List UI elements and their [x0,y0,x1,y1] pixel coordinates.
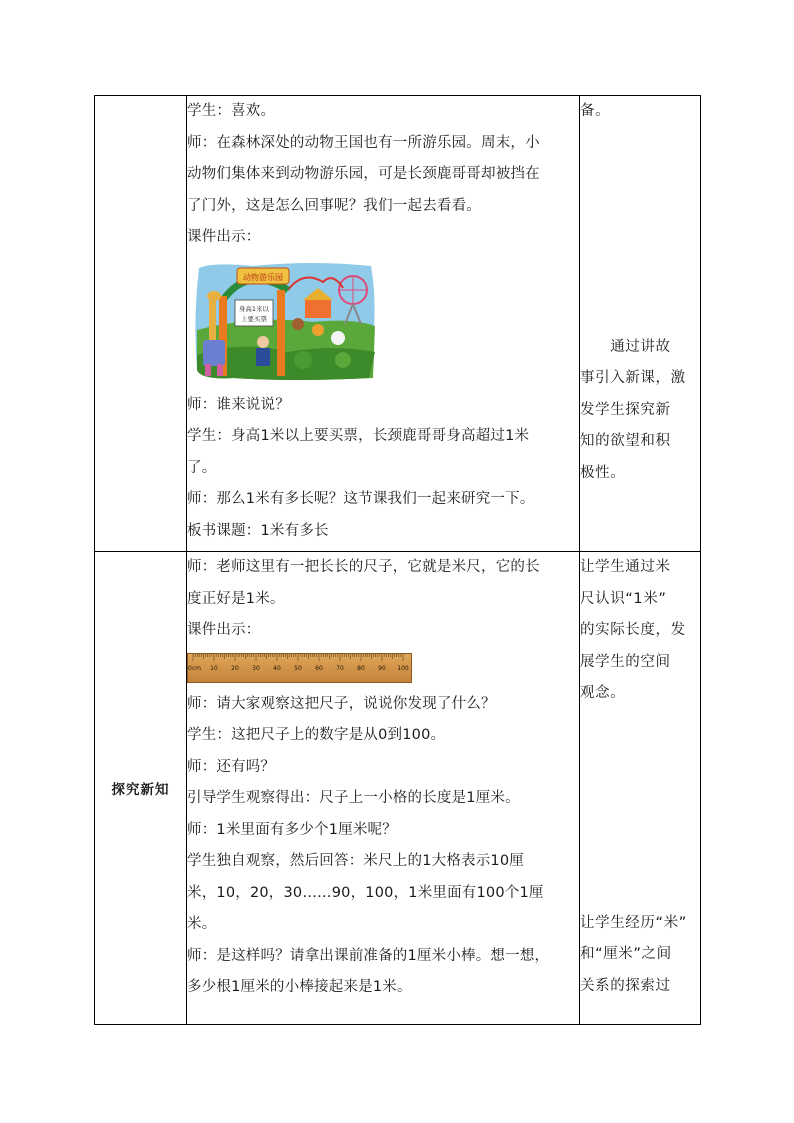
note-line: 关系的探索过 [580,977,671,994]
text-line: 学生独自观察，然后回答：米尺上的1大格表示10厘 [187,853,524,869]
ruler-tick-label: 60 [315,664,323,672]
note-line: 让学生通过米 [580,559,671,575]
text-line: 多少根1厘米的小棒接起来是1米。 [187,979,412,995]
note-line: 极性。 [580,464,626,481]
note-line: 观念。 [580,685,626,701]
note-line: 发学生探究新 [580,401,671,418]
text-line: 引导学生观察得出：尺子上一小格的长度是1厘米。 [187,790,520,806]
text-line: 板书课题：1米有多长 [187,522,329,539]
row1-label-cell [95,96,187,552]
row2-content-cell [187,552,580,1025]
text-line: 了门外，这是怎么回事呢？我们一起去看看。 [187,197,481,214]
ruler-tick-label: 70 [336,664,344,672]
ruler-tick-label: 30 [252,664,260,672]
ruler-unit-label: 0cm [188,664,201,672]
ruler-tick-label: 10 [210,664,218,672]
note-line: 的实际长度，发 [580,622,686,638]
spacer [580,128,700,332]
ruler-tick-label: 40 [273,664,281,672]
text-line: 师：那么1米有多长呢？这节课我们一起来研究一下。 [187,491,535,507]
row2-notes-cell [580,552,701,1025]
spacer [580,710,700,908]
text-line: 了。 [187,459,217,476]
meter-ruler-image [187,653,412,683]
section-label: 探究新知 [111,782,170,798]
note-line: 让学生经历“米” [580,914,687,931]
text-line: 师：是这样吗？请拿出课前准备的1厘米小棒。想一想， [187,947,550,964]
height-notice-line2: 上要买票 [241,314,267,323]
ruler-tick-label: 90 [378,664,386,672]
text-line: 课件出示： [187,229,261,245]
text-line: 学生：身高1米以上要买票，长颈鹿哥哥身高超过1米 [187,428,530,444]
lesson-plan-table [94,95,701,1025]
text-line: 米，10，20，30……90，100，1米里面有100个1厘 [187,884,544,901]
text-line: 师：谁来说说？ [187,396,290,413]
text-line: 度正好是1米。 [187,590,285,607]
row2-label-cell [95,552,187,1025]
ruler-tick-label: 50 [294,664,302,672]
text-line: 师：在森林深处的动物王国也有一所游乐园。周末，小 [187,134,540,151]
height-notice-line1: 身高1米以 [238,304,270,313]
text-line: 师：还有吗？ [187,758,276,775]
ruler-tick-label: 100 [397,664,409,672]
ruler-tick-label: 20 [231,664,239,672]
text-line: 师：请大家观察这把尺子，说说你发现了什么？ [187,695,496,712]
text-line: 动物们集体来到动物游乐园，可是长颈鹿哥哥却被挡在 [187,166,540,182]
note-line: 展学生的空间 [580,653,671,670]
note-line: 尺认识“1米” [580,590,667,607]
text-line: 课件出示： [187,622,261,638]
text-line: 米。 [187,916,217,932]
amusement-park-illustration [193,260,378,382]
table-row [95,552,701,1025]
row1-content-cell [187,96,580,552]
note-line: 备。 [580,103,611,119]
note-line: 事引入新课，激 [580,370,686,386]
text-line: 学生：喜欢。 [187,103,276,119]
note-line: 和“厘米”之间 [580,946,672,962]
park-sign-title: 动物游乐园 [243,272,283,282]
row1-notes-cell [580,96,701,552]
text-line: 师：老师这里有一把长长的尺子，它就是米尺，它的长 [187,559,540,575]
table-row [95,96,701,552]
text-line: 学生：这把尺子上的数字是从0到100。 [187,727,446,743]
note-line: 知的欲望和积 [580,433,671,449]
ruler-tick-label: 80 [357,664,365,672]
text-line: 师：1米里面有多少个1厘米呢？ [187,821,397,838]
note-line: 通过讲故 [580,338,671,355]
